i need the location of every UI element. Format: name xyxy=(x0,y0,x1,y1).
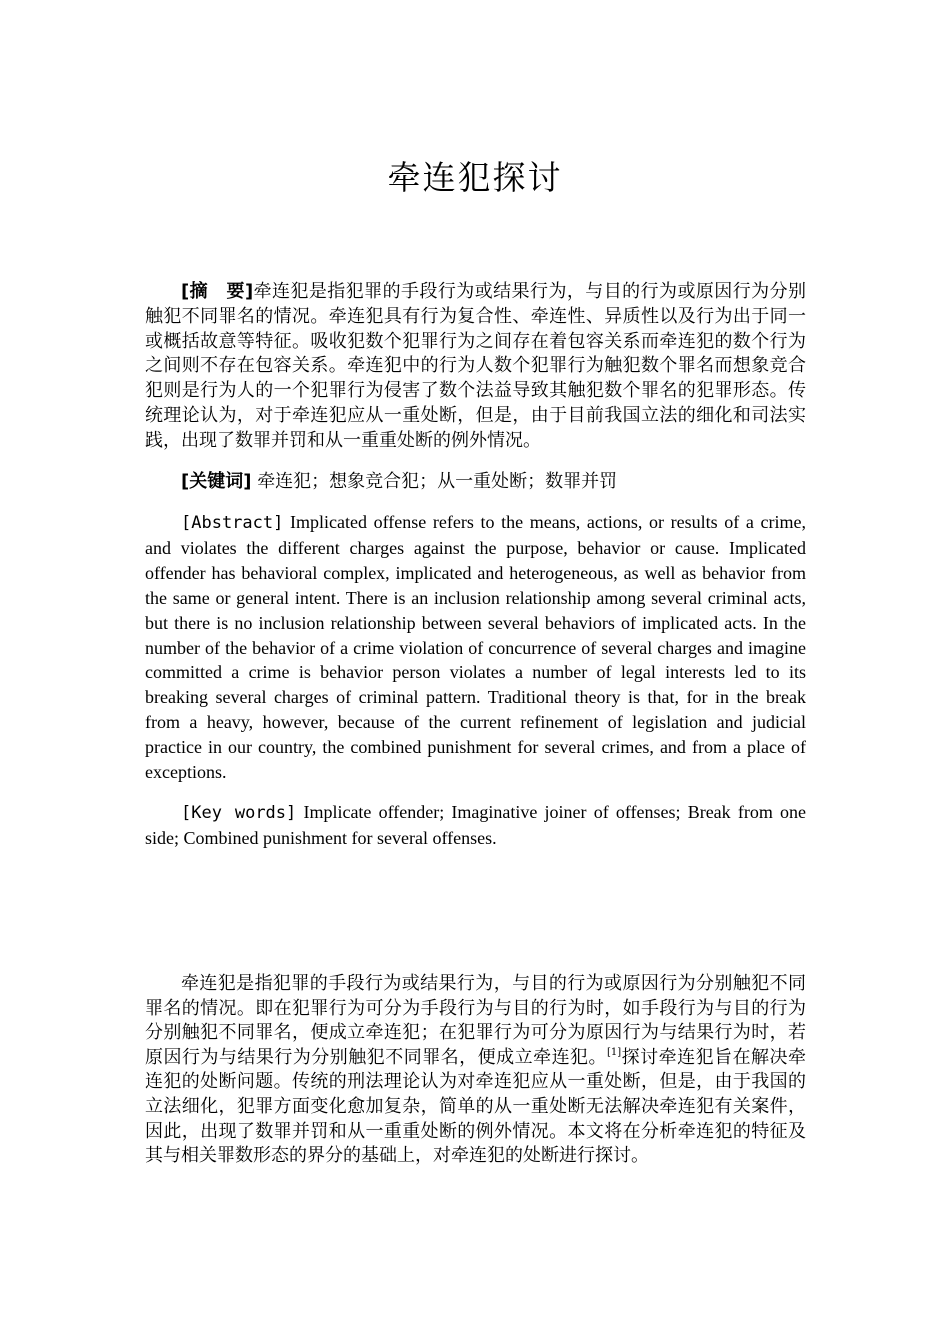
abstract-en-section xyxy=(145,510,806,785)
abstract-zh-section xyxy=(145,280,806,454)
keywords-en-section xyxy=(145,800,806,851)
keywords-zh-text: 牵连犯；想象竞合犯；从一重处断；数罪并罚 xyxy=(257,471,618,492)
body-paragraph xyxy=(145,972,806,1169)
document-title: 牵连犯探讨 xyxy=(387,158,563,198)
abstract-en-text: Implicated offense refers to the means, actions, or results of a crime, and violates the different charges against the purpose, behavior or cause. Implicated offender has behavioral complex, implicated and heterogeneous, as well as behavior from the same or general intent. There is an inclusion relationship among several criminal acts, but there is no inclusion relationship between several behaviors of implicated acts. In the number of the behavior of a crime violation of concurrence of several charges and imagine committed a crime is behavior person violates a number of legal interests led to its breaking several charges of criminal pattern. Traditional theory is that, for in the break from a heavy, however, because of the current refinement of legislation and judicial practice in our country, the combined punishment for several crimes, and from a place of exceptions. xyxy=(145,512,806,783)
body-text-part-2: 探讨牵连犯旨在解决牵连犯的处断问题。传统的刑法理论认为对牵连犯应从一重处断，但是，由于我国的立法细化，犯罪方面变化愈加复杂，简单的从一重处断无法解决牵连犯有关案件，因此，出现了数罪并罚和从一重重处断的例外情况。本文将在分析牵连犯的特征及其与相关罪数形态的界分的基础上，对牵连犯的处断进行探讨。 xyxy=(145,1046,807,1167)
body-text-part-1: 牵连犯是指犯罪的手段行为或结果行为，与目的行为或原因行为分别触犯不同罪名的情况。即在犯罪行为可分为手段行为与目的行为时，如手段行为与目的行为分别触犯不同罪名，便成立牵连犯；在犯罪行为可分为原因行为与结果行为时，若原因行为与结果行为分别触犯不同罪名，便成立牵连犯。 xyxy=(145,973,806,1068)
body-section xyxy=(145,972,806,1169)
keywords-en-paragraph xyxy=(145,800,806,851)
abstract-zh-text: 牵连犯是指犯罪的手段行为或结果行为，与目的行为或原因行为分别触犯不同罪名的情况。牵连犯具有行为复合性、牵连性、异质性以及行为出于同一或概括故意等特征。吸收犯数个犯罪行为之间存在着包容关系而牵连犯的数个行为之间则不存在包容关系。牵连犯中的行为人数个犯罪行为触犯数个罪名而想象竞合犯则是行为人的一个犯罪行为侵害了数个法益导致其触犯数个罪名的犯罪形态。传统理论认为，对于牵连犯应从一重处断，但是，由于目前我国立法的细化和司法实践，出现了数罪并罚和从一重重处断的例外情况。 xyxy=(145,281,807,451)
citation-reference[interactable]: [1] xyxy=(607,1046,622,1058)
keywords-zh-section xyxy=(145,470,806,495)
abstract-zh-paragraph xyxy=(145,280,806,454)
keywords-en-label: [Key words] xyxy=(181,803,297,823)
keywords-zh-label: [关键词] xyxy=(181,471,252,492)
keywords-en-text: Implicate offender; Imaginative joiner of offenses; Break from one side; Combined punishment for several offenses. xyxy=(145,802,806,848)
abstract-en-label: [Abstract] xyxy=(181,513,284,533)
keywords-zh-paragraph xyxy=(145,470,806,495)
abstract-en-paragraph xyxy=(145,510,806,785)
abstract-zh-label: [摘 要] xyxy=(181,281,254,302)
